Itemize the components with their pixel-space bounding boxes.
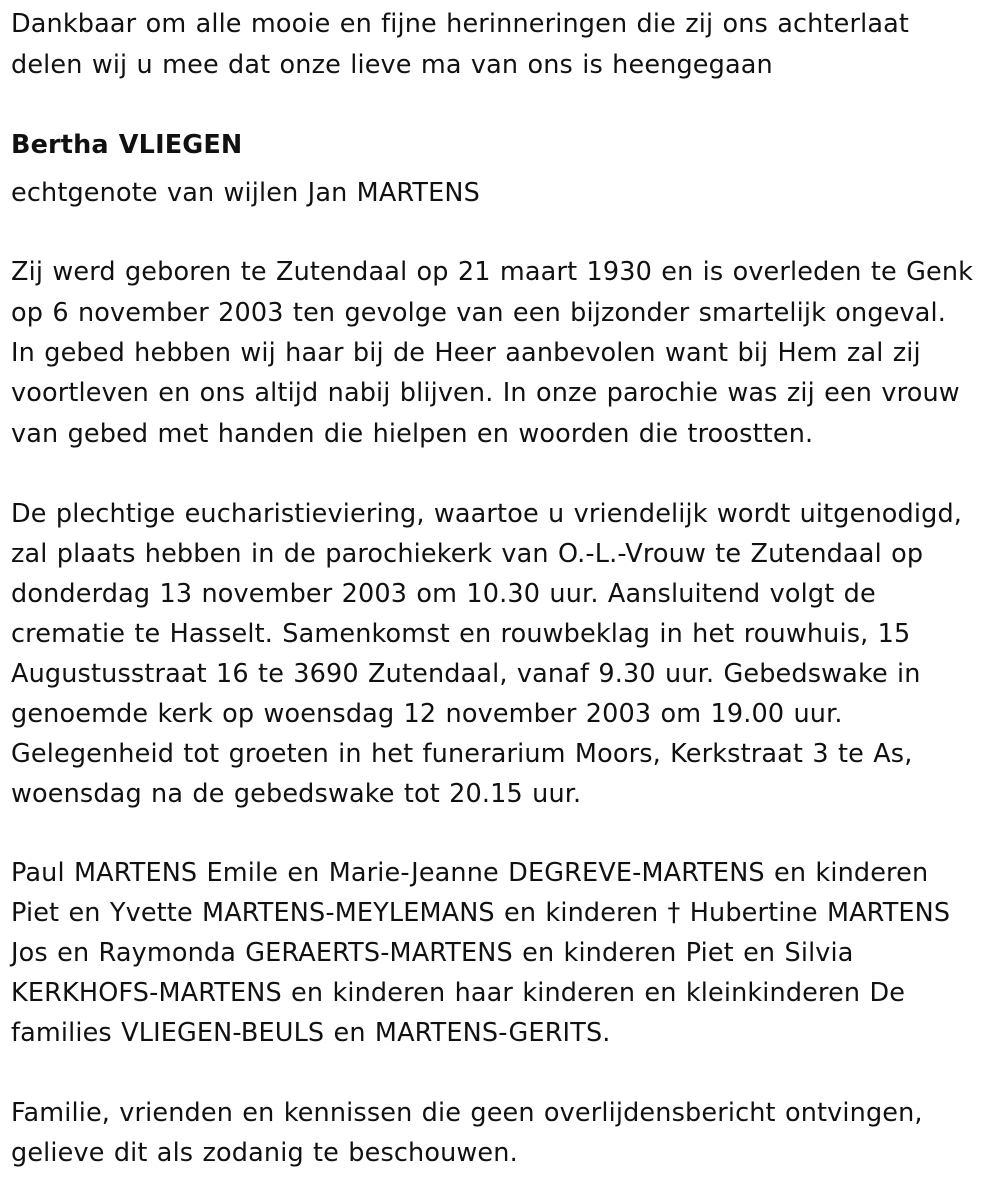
family-line-5: families VLIEGEN-BEULS en MARTENS-GERITS.: [11, 1018, 611, 1048]
ceremony-line-2: zal plaats hebben in de parochiekerk van O.-L.-Vrouw te Zutendaal op: [11, 539, 924, 569]
intro-line-2: delen wij u mee dat onze lieve ma van ons is heengegaan: [11, 50, 773, 80]
family-line-3: Jos en Raymonda GERAERTS-MARTENS en kinderen Piet en Silvia: [11, 938, 854, 968]
family-line-2: Piet en Yvette MARTENS-MEYLEMANS en kinderen † Hubertine MARTENS: [11, 898, 951, 928]
biography-line-5: van gebed met handen die hielpen en woorden die troostten.: [11, 419, 814, 449]
intro-line-1: Dankbaar om alle mooie en fijne herinneringen die zij ons achterlaat: [11, 9, 910, 39]
ceremony-line-4: crematie te Hasselt. Samenkomst en rouwbeklag in het rouwhuis, 15: [11, 619, 911, 649]
family-line-4: KERKHOFS-MARTENS en kinderen haar kinderen en kleinkinderen De: [11, 978, 906, 1008]
biography-line-2: op 6 november 2003 ten gevolge van een bijzonder smartelijk ongeval.: [11, 298, 947, 328]
ceremony-line-8: woensdag na de gebedswake tot 20.15 uur.: [11, 779, 582, 809]
deceased-name: Bertha VLIEGEN: [11, 130, 243, 160]
family-line-1: Paul MARTENS Emile en Marie-Jeanne DEGREVE-MARTENS en kinderen: [11, 858, 929, 888]
closing-line-1: Familie, vrienden en kennissen die geen overlijdensbericht ontvingen,: [11, 1098, 923, 1128]
biography-line-4: voortleven en ons altijd nabij blijven. In onze parochie was zij een vrouw: [11, 378, 960, 408]
ceremony-line-1: De plechtige eucharistieviering, waartoe u vriendelijk wordt uitgenodigd,: [11, 499, 963, 529]
ceremony-line-6: genoemde kerk op woensdag 12 november 2003 om 19.00 uur.: [11, 699, 843, 729]
biography-line-1: Zij werd geboren te Zutendaal op 21 maart 1930 en is overleden te Genk: [11, 257, 974, 287]
closing-line-2: gelieve dit als zodanig te beschouwen.: [11, 1138, 518, 1168]
ceremony-line-3: donderdag 13 november 2003 om 10.30 uur. Aansluitend volgt de: [11, 579, 876, 609]
ceremony-line-5: Augustusstraat 16 te 3690 Zutendaal, vanaf 9.30 uur. Gebedswake in: [11, 659, 921, 689]
ceremony-line-7: Gelegenheid tot groeten in het funerarium Moors, Kerkstraat 3 te As,: [11, 739, 913, 769]
biography-line-3: In gebed hebben wij haar bij de Heer aanbevolen want bij Hem zal zij: [11, 338, 921, 368]
spouse-line: echtgenote van wijlen Jan MARTENS: [11, 178, 480, 208]
